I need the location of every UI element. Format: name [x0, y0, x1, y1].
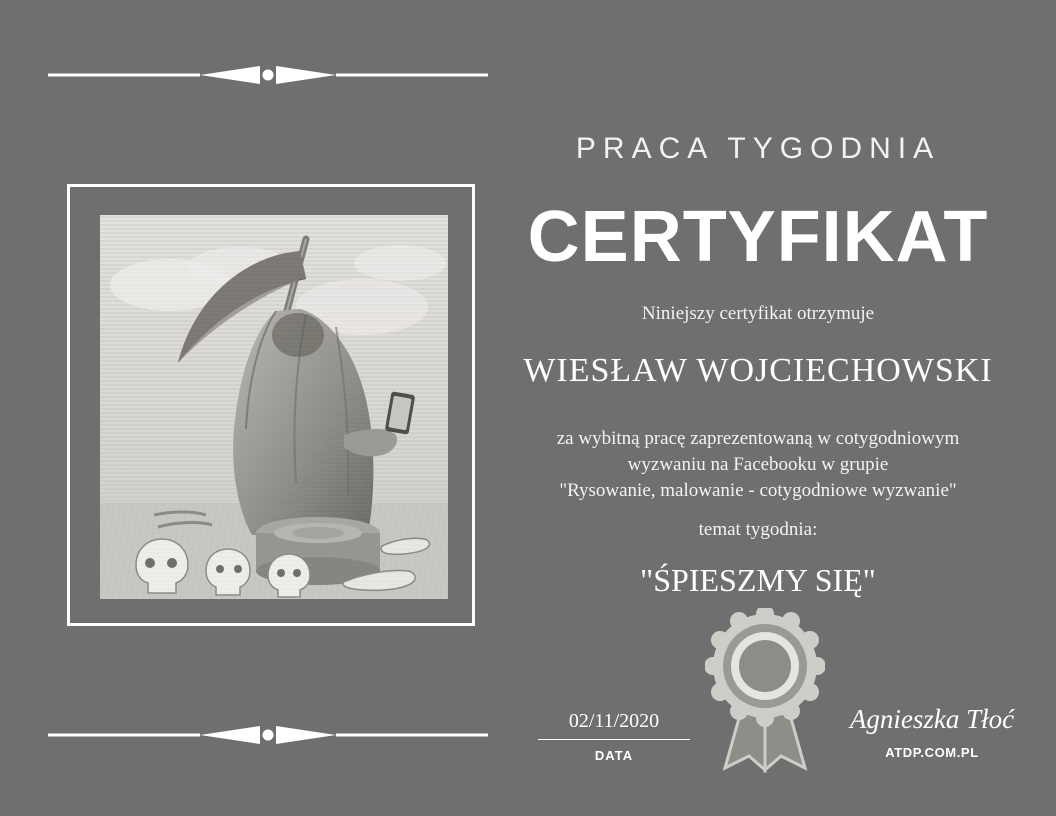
page-title: CERTYFIKAT — [527, 197, 989, 277]
artwork-image — [100, 215, 448, 599]
award-body — [508, 426, 1008, 504]
award-body-line-1: za wybitną pracę zaprezentowaną w cotygodniowym — [556, 428, 960, 449]
award-seal-icon — [705, 608, 825, 778]
date-block — [538, 710, 690, 763]
date-rule — [538, 739, 690, 740]
website-label: ATDP.COM.PL — [885, 745, 979, 760]
eyebrow-label: PRACA TYGODNIA — [575, 132, 941, 165]
artwork-frame — [67, 184, 475, 626]
signature-text: Agnieszka Tłoć — [849, 704, 1015, 734]
signature-block — [838, 704, 1026, 760]
theme-label: temat tygodnia: — [698, 519, 818, 540]
date-label: DATA — [594, 748, 634, 763]
ornament-divider-icon-bottom — [48, 722, 488, 748]
theme-value: "ŚPIESZMY SIĘ" — [640, 562, 876, 598]
award-subtitle: Niniejszy certyfikat otrzymuje — [641, 303, 875, 324]
date-value: 02/11/2020 — [568, 710, 660, 732]
recipient-name: WIESŁAW WOJCIECHOWSKI — [523, 352, 993, 389]
award-body-line-3: "Rysowanie, malowanie - cotygodniowe wyzwanie" — [559, 480, 957, 501]
award-body-line-2: wyzwaniu na Facebooku w grupie — [627, 454, 889, 475]
ornament-divider-icon — [48, 62, 488, 88]
